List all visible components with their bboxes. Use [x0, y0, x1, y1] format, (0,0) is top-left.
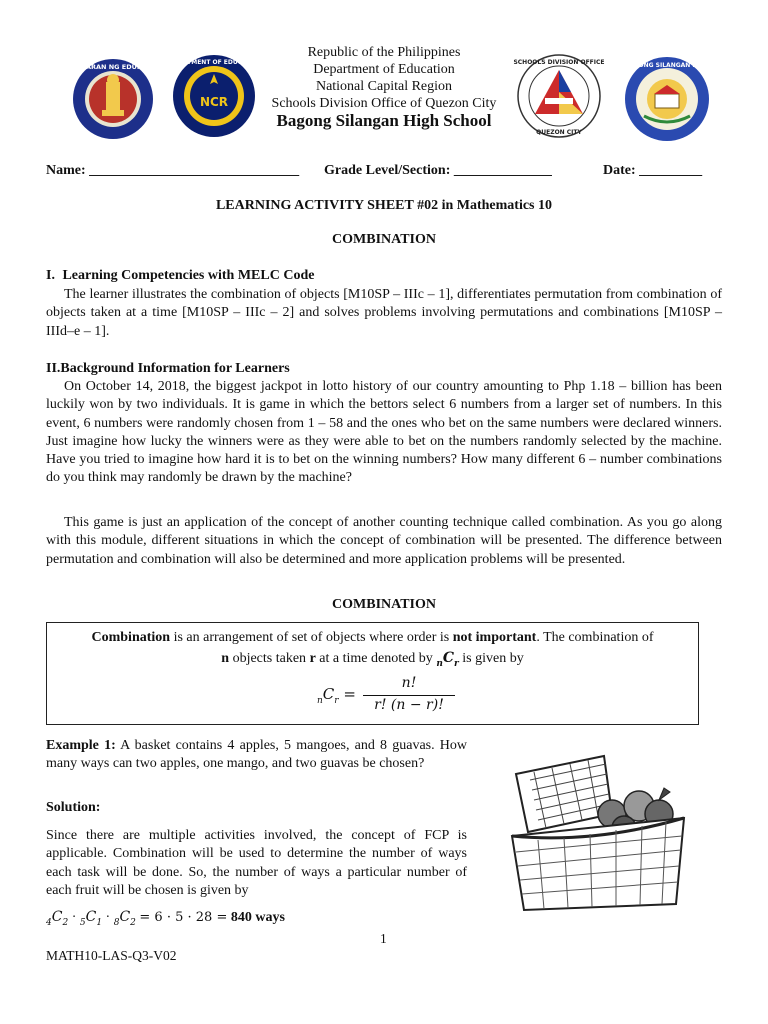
background-paragraph-2: This game is just an application of the concept of another counting technique called combination. As you go along with this module, different situations in which the concept of combination will be presented. The difference between permutation and combination will also be determined and more application problems will be presented.: [46, 515, 722, 567]
school-name: Bagong Silangan High School: [276, 111, 492, 130]
name-field[interactable]: Name: ______________________________: [46, 163, 300, 178]
header-division: Schools Division Office of Quezon City: [271, 96, 497, 111]
header-republic: Republic of the Philippines: [307, 45, 461, 60]
header-department: Department of Education: [313, 62, 455, 77]
formula-denominator: r! (n − r)!: [374, 697, 444, 713]
definition-box: [46, 622, 699, 725]
section1-heading: [46, 268, 314, 284]
svg-text:KAGAWARAN NG EDUKASYON: KAGAWARAN NG EDUKASYON: [58, 63, 168, 71]
formula-fraction-bar: [363, 695, 455, 696]
formula-numerator: n!: [401, 675, 417, 691]
definition-text-5: is given by: [458, 651, 524, 666]
example-1-problem: [46, 737, 467, 774]
example-1-text: A basket contains 4 apples, 5 mangoes, and 8 guavas. How many ways can two apples, one mango, and two guavas be chosen?: [46, 738, 467, 772]
background-paragraph-1: On October 14, 2018, the biggest jackpot in lotto history of our country amounting to Php 1.18 – billion has been luckily won by two individuals. It is game in which the bettors select 6 numbers from a larger set of numbers. In this event, 6 numbers were randomly chosen from 1 – 58 and the ones who bet on the same numbers were declared winners. Just imagine how lucky the winners were as they were able to bet on the numbers randomly selected by the machine. Have you tried to imagine how hard it is to bet on the winning numbers? How many different 6 – number combinations do you think may randomly be drawn by the machine?: [46, 379, 722, 486]
formula-lhs: $_nC_r$ =: [317, 685, 356, 706]
definition-text-2: . The combination of: [536, 630, 654, 645]
combination-heading: COMBINATION: [332, 597, 436, 612]
svg-text:NCR: NCR: [199, 95, 229, 109]
svg-text:BAGONG SILANGAN HIGH: BAGONG SILANGAN HIGH: [624, 62, 710, 69]
header-region: National Capital Region: [315, 79, 453, 94]
definition-term: Combination: [91, 630, 171, 645]
formula-8c2: $_8C_2$: [113, 909, 136, 928]
definition-line-1: [47, 630, 698, 646]
svg-text:QUEZON CITY: QUEZON CITY: [536, 129, 582, 136]
svg-text:DEPARTMENT OF EDUCATION: DEPARTMENT OF EDUCATION: [165, 59, 263, 66]
definition-not-important: not important: [452, 630, 537, 645]
formula-values: = 6 · 5 · 28 =: [139, 910, 228, 925]
definition-text-1: is an arrangement of set of objects where order is: [170, 630, 453, 645]
date-field[interactable]: Date: _________: [603, 163, 703, 178]
ncr-notation: $_nC_r$: [436, 650, 459, 669]
solution-formula: $_4C_2 \cdot _5C_1 \cdot _8C_2 = 6 \cdot 5 \cdot 28 = 840$ ways: [46, 909, 285, 928]
section2-title: Background Information for Learners: [60, 361, 290, 376]
example-1-label: Example 1:: [46, 738, 116, 753]
section1-body: The learner illustrates the combination of objects [M10SP – IIIc – 1], differentiates permutation from combination of objects taken at a time [M10SP – IIIc – 2] and solves problems involving permutations and combinations [M10SP – IIId–e – 1].: [46, 287, 722, 339]
formula-4c2: $_4C_2$: [46, 909, 69, 928]
sheet-subtitle: COMBINATION: [332, 232, 436, 247]
grade-section-field[interactable]: Grade Level/Section: ______________: [324, 163, 552, 178]
definition-text-4: at a time denoted by: [315, 651, 437, 666]
definition-r: r: [309, 651, 316, 666]
document-code: MATH10-LAS-Q3-V02: [46, 948, 177, 963]
page-number: 1: [380, 931, 387, 946]
sheet-title: LEARNING ACTIVITY SHEET #02 in Mathematics 10: [215, 198, 553, 213]
formula-5c1: $_5C_1$: [79, 909, 103, 928]
section1-title: Learning Competencies with MELC Code: [62, 268, 315, 283]
svg-text:SCHOOLS DIVISION OFFICE: SCHOOLS DIVISION OFFICE: [513, 59, 605, 66]
combination-formula: [315, 673, 475, 717]
definition-text-3: objects taken: [229, 651, 310, 666]
fruit-basket-illustration: [494, 744, 706, 914]
formula-answer: 840 ways: [230, 910, 285, 925]
solution-label: Solution:: [46, 800, 101, 815]
solution-text: Since there are multiple activities involved, the concept of FCP is applicable. Combination will be used to determine the number of ways each task will be done. So, the number of ways a particular number of each fruit will be chosen is given by: [46, 828, 467, 898]
definition-n: n: [221, 651, 230, 666]
definition-line-2: [47, 650, 698, 669]
section1-number: I.: [46, 268, 55, 283]
section2-number: II.: [46, 361, 61, 376]
section2-heading: [46, 361, 290, 377]
